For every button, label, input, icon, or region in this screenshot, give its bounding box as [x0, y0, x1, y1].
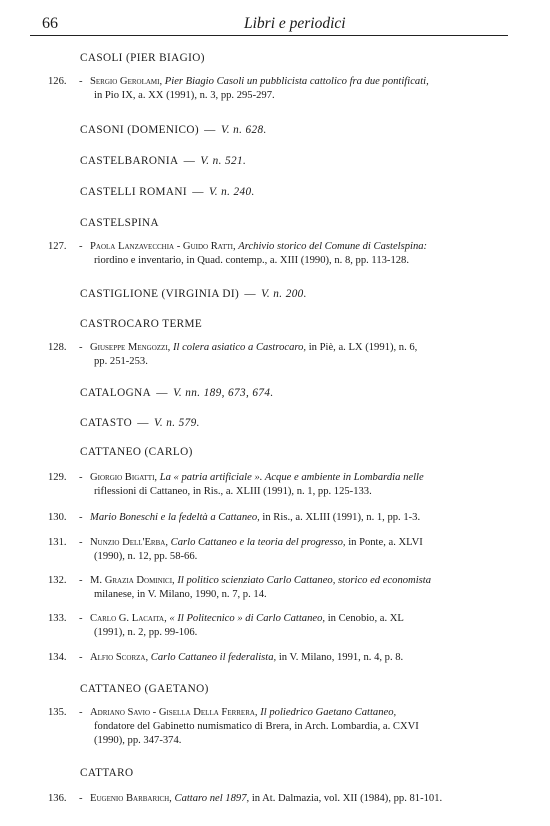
entry-continuation: riordino e inventario, in Quad. contemp., a. XIII (1990), n. 8, pp. 113-128.	[94, 255, 409, 266]
section-heading: CASONI (DOMENICO) — V. n. 628.	[80, 124, 267, 136]
entry-continuation: fondatore del Gabinetto numismatico di Brera, in Arch. Lombardia, a. CXVI	[94, 721, 419, 732]
section-heading: CASTELBARONIA — V. n. 521.	[80, 155, 247, 167]
entry-continuation: in Pio IX, a. XX (1991), n. 3, pp. 295-297.	[94, 90, 275, 101]
section-heading: CASTELSPINA	[80, 217, 159, 229]
entry-title: Il colera asiatico a Castrocaro,	[172, 342, 307, 353]
entry-title: La « patria artificiale ». Acque e ambiente in Lombardia nelle	[159, 472, 424, 483]
entry-author: Adriano Savio - Gisella Della Ferrera,	[90, 707, 258, 718]
section-heading: CASTIGLIONE (VIRGINIA DI) — V. n. 200.	[80, 288, 307, 300]
entry-author: Paola Lanzavecchia - Guido Ratti,	[90, 241, 236, 252]
entry-title: Il poliedrico Gaetano Cattaneo,	[260, 707, 397, 718]
entry-author: Nunzio Dell'Erba,	[90, 537, 168, 548]
bibliography-entry: 131. - Nunzio Dell'Erba, Carlo Cattaneo e la teoria del progresso, in Ponte, a. XLVI (1990), n. 12, pp. 58-66.	[48, 536, 508, 564]
entry-title: Il politico scienziato Carlo Cattaneo, storico ed economista	[177, 575, 431, 586]
entry-author: M. Grazia Dominici,	[90, 575, 175, 586]
entry-continuation: milanese, in V. Milano, 1990, n. 7, p. 14.	[94, 589, 267, 600]
entry-continuation: (1990), pp. 347-374.	[94, 735, 182, 746]
running-head: Libri e periodici	[244, 15, 346, 32]
entry-title: Mario Boneschi e la fedeltà a Cattaneo,	[90, 512, 260, 523]
entry-author: Alfio Scorza,	[90, 652, 149, 663]
entry-continuation: (1991), n. 2, pp. 99-106.	[94, 627, 198, 638]
entry-author: Giorgio Bigatti,	[90, 472, 158, 483]
cross-reference: V. n. 521.	[200, 155, 247, 167]
entry-continuation: riflessioni di Cattaneo, in Ris., a. XLIII (1991), n. 1, pp. 125-133.	[94, 486, 372, 497]
entry-title: Carlo Cattaneo e la teoria del progresso,	[170, 537, 346, 548]
entry-title: Cattaro nel 1897,	[174, 793, 250, 804]
cross-reference: V. n. 240.	[208, 186, 255, 198]
section-heading: CATTARO	[80, 767, 134, 779]
entry-continuation: pp. 251-253.	[94, 356, 148, 367]
bibliography-entry: 126. - Sergio Gerolami, Pier Biagio Casoli un pubblicista cattolico fra due pontificati, in Pio IX, a. XX (1991), n. 3, pp. 295-297.	[48, 75, 508, 103]
bibliography-entry: 135. - Adriano Savio - Gisella Della Ferrera, Il poliedrico Gaetano Cattaneo, fondatore del Gabinetto numismatico di Brera, in Arch. Lombardia, a. CXVI (1990), pp. 347-374.	[48, 706, 508, 748]
cross-reference: V. nn. 189, 673, 674.	[173, 387, 274, 399]
entry-author: Sergio Gerolami,	[90, 76, 163, 87]
bibliography-entry: 136. - Eugenio Barbarich, Cattaro nel 1897, in At. Dalmazia, vol. XII (1984), pp. 81-101.	[48, 793, 443, 804]
bibliography-entry: 127. - Paola Lanzavecchia - Guido Ratti, Archivio storico del Comune di Castelspina: riordino e inventario, in Quad. contemp., a. XIII (1990), n. 8, pp. 113-128.	[48, 240, 508, 268]
section-heading: CASTROCARO TERME	[80, 318, 203, 330]
page-number: 66	[42, 15, 58, 32]
entry-author: Carlo G. Lacaita,	[90, 613, 167, 624]
entry-title: Pier Biagio Casoli un pubblicista cattolico fra due pontificati,	[164, 76, 429, 87]
entry-author: Giuseppe Mengozzi,	[90, 342, 171, 353]
cross-reference: V. n. 628.	[220, 124, 267, 136]
bibliography-entry: 133. - Carlo G. Lacaita, « Il Politecnico » di Carlo Cattaneo, in Cenobio, a. XL (1991), n. 2, pp. 99-106.	[48, 612, 508, 640]
bibliography-entry: 132. - M. Grazia Dominici, Il politico scienziato Carlo Cattaneo, storico ed economista milanese, in V. Milano, 1990, n. 7, p. 14.	[48, 574, 508, 602]
section-heading: CATASTO — V. n. 579.	[80, 417, 200, 429]
cross-reference: V. n. 200.	[261, 288, 307, 300]
bibliography-entry: 129. - Giorgio Bigatti, La « patria artificiale ». Acque e ambiente in Lombardia nelle riflessioni di Cattaneo, in Ris., a. XLIII (1991), n. 1, pp. 125-133.	[48, 471, 508, 499]
bibliography-entry: 130. - Mario Boneschi e la fedeltà a Cattaneo, in Ris., a. XLIII (1991), n. 1, pp. 1-3.	[48, 512, 421, 523]
entry-title: Carlo Cattaneo il federalista,	[150, 652, 277, 663]
bibliography-entry: 134. - Alfio Scorza, Carlo Cattaneo il federalista, in V. Milano, 1991, n. 4, p. 8.	[48, 652, 404, 663]
entry-title: Archivio storico del Comune di Castelspina:	[238, 241, 428, 252]
bibliography-entry: 128. - Giuseppe Mengozzi, Il colera asiatico a Castrocaro, in Piè, a. LX (1991), n. 6, pp. 251-253.	[48, 341, 508, 369]
section-heading: CASOLI (PIER BIAGIO)	[80, 52, 205, 64]
entry-continuation: (1990), n. 12, pp. 58-66.	[94, 551, 198, 562]
header-rule	[30, 35, 508, 36]
section-heading: CATTANEO (GAETANO)	[80, 683, 209, 695]
cross-reference: V. n. 579.	[154, 417, 200, 429]
page-header	[30, 14, 508, 36]
section-heading: CASTELLI ROMANI — V. n. 240.	[80, 186, 255, 198]
entry-author: Eugenio Barbarich,	[90, 793, 172, 804]
section-heading: CATTANEO (CARLO)	[80, 446, 193, 458]
entry-title: « Il Politecnico » di Carlo Cattaneo,	[169, 613, 326, 624]
section-heading: CATALOGNA — V. nn. 189, 673, 674.	[80, 387, 274, 399]
